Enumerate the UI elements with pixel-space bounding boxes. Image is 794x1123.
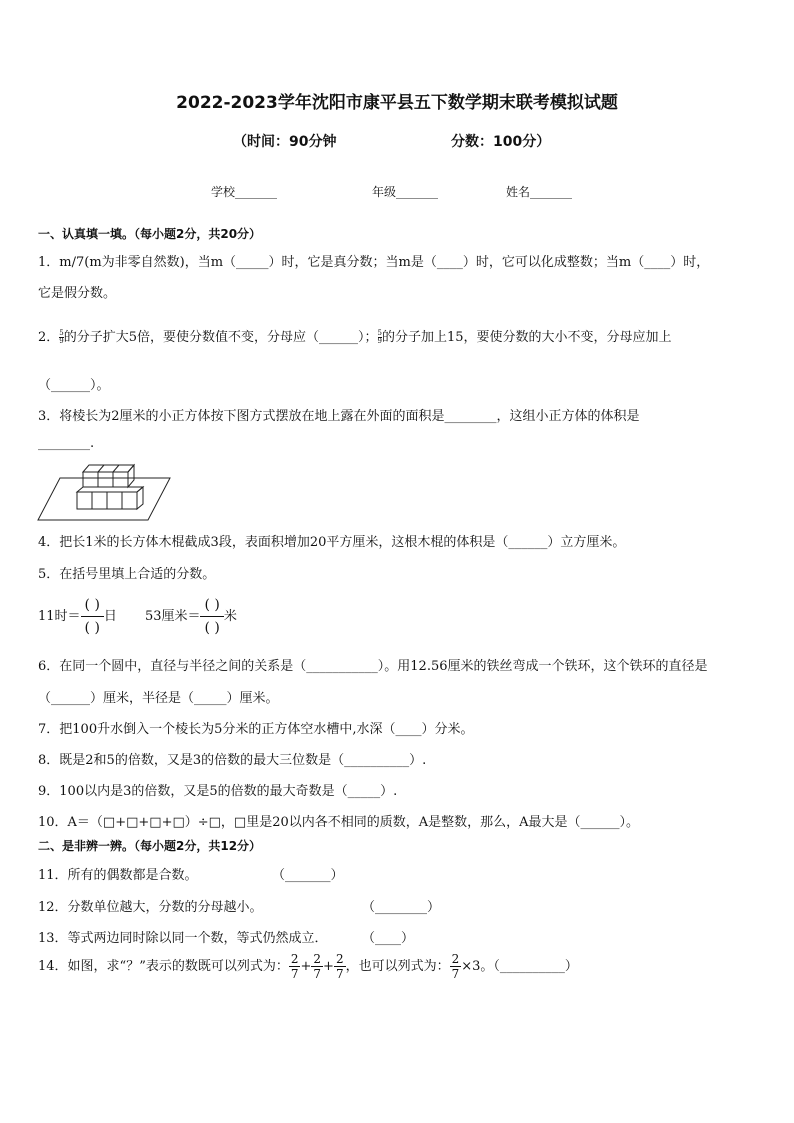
question-13-blank: （____） <box>362 931 415 946</box>
q14-plus-2: + <box>323 959 334 974</box>
question-9: 9．100以内是3的倍数，又是5的倍数的最大奇数是（_____）. <box>38 784 398 799</box>
question-8: 8．既是2和5的倍数，又是3的倍数的最大三位数是（__________）. <box>38 753 427 768</box>
q14-fraction-3: $\frac{2}{7}$ <box>335 952 344 981</box>
q14-plus-1: + <box>300 959 312 974</box>
exam-score: 分数：100分） <box>451 134 551 150</box>
bottom-row-cubes <box>77 487 143 509</box>
question-1-line2: 它是假分数。 <box>38 286 117 301</box>
name-field: 姓名_______ <box>506 185 573 199</box>
question-14 <box>38 952 578 981</box>
section-1-heading: 一、认真填一填。（每小题2分，共20分） <box>38 227 262 241</box>
question-6-line1: 6．在同一个圆中，直径与半径之间的关系是（___________）。用12.56厘米的铁丝弯成一个铁环，这个铁环的直径是 <box>38 659 708 674</box>
page-title: 2022-2023学年沈阳市康平县五下数学期末联考模拟试题 <box>176 93 618 113</box>
question-4: 4．把长1米的长方体木棍截成3段，表面积增加20平方厘米，这根木棍的体积是（______）立方厘米。 <box>38 535 626 550</box>
school-field: 学校_______ <box>211 185 278 199</box>
exam-time: （时间：90分钟 <box>233 134 337 150</box>
q14-blank: （__________） <box>493 959 578 974</box>
grade-field: 年级_______ <box>372 185 439 199</box>
question-1-line1: 1．m/7(m为非零自然数)，当m（_____）时，它是真分数；当m是（____）时，它可以化成整数；当m（____）时， <box>38 255 710 270</box>
q14-times: ×3。 <box>461 959 494 974</box>
q14-middle: ，也可以列式为： <box>345 959 450 974</box>
q14-fraction-4: $\frac{2}{7}$ <box>451 952 460 981</box>
question-5: 5．在括号里填上合适的分数。 <box>38 567 216 582</box>
q5-left-label: 11时＝ <box>38 609 81 624</box>
top-row-cubes <box>83 465 134 487</box>
question-13: 13．等式两边同时除以同一个数，等式仍然成立． <box>38 931 328 946</box>
q5-right-label: 53厘米＝ <box>144 609 201 624</box>
question-11: 11．所有的偶数都是合数。 <box>38 868 198 883</box>
question-12: 12．分数单位越大，分数的分母越小。 <box>38 900 263 915</box>
q2-tail: 的分子加上15，要使分数的大小不变，分母应加上 <box>382 330 672 345</box>
q2-fraction-1: $\frac{5}{9}$ <box>59 329 64 345</box>
section-2-heading: 二、是非辨一辨。（每小题2分，共12分） <box>38 839 262 853</box>
q2-fraction-2: $\frac{5}{9}$ <box>377 329 382 345</box>
q2-prefix: 2． <box>38 330 60 345</box>
q14-fraction-1: $\frac{2}{7}$ <box>290 952 299 981</box>
q5-left-unit: 日 <box>103 609 117 624</box>
q5-right-fraction: ( ) ( ) <box>200 594 223 639</box>
question-11-blank: （_______） <box>272 868 344 883</box>
question-10: 10．A＝（□+□+□+□）÷□，□里是20以内各不相同的质数，A是整数，那么，A最大是（______）。 <box>38 815 640 830</box>
question-7: 7．把100升水倒入一个棱长为5分米的正方体空水槽中,水深（____）分米。 <box>38 722 474 737</box>
question-3-line1: 3．将棱长为2厘米的小正方体按下图方式摆放在地上露在外面的面积是________，这组小正方体的体积是 <box>38 409 640 424</box>
floor-plane <box>38 478 170 520</box>
question-6-line2: （______）厘米，半径是（_____）厘米。 <box>38 691 279 706</box>
question-2-line1 <box>38 326 672 345</box>
q5-right-unit: 米 <box>223 609 237 624</box>
q2-middle: 的分子扩大5倍，要使分数值不变，分母应（______）； <box>63 330 378 345</box>
q5-left-fraction: ( ) ( ) <box>81 594 104 639</box>
cube-stack-figure <box>36 460 172 522</box>
q14-fraction-2: $\frac{2}{7}$ <box>313 952 322 981</box>
question-5-answers <box>38 594 237 639</box>
question-2-line2: （______）。 <box>38 378 110 393</box>
question-3-line2: ________. <box>38 436 95 451</box>
q14-prefix: 14．如图，求“？”表示的数既可以列式为： <box>38 959 289 974</box>
question-12-blank: （________） <box>362 900 441 915</box>
